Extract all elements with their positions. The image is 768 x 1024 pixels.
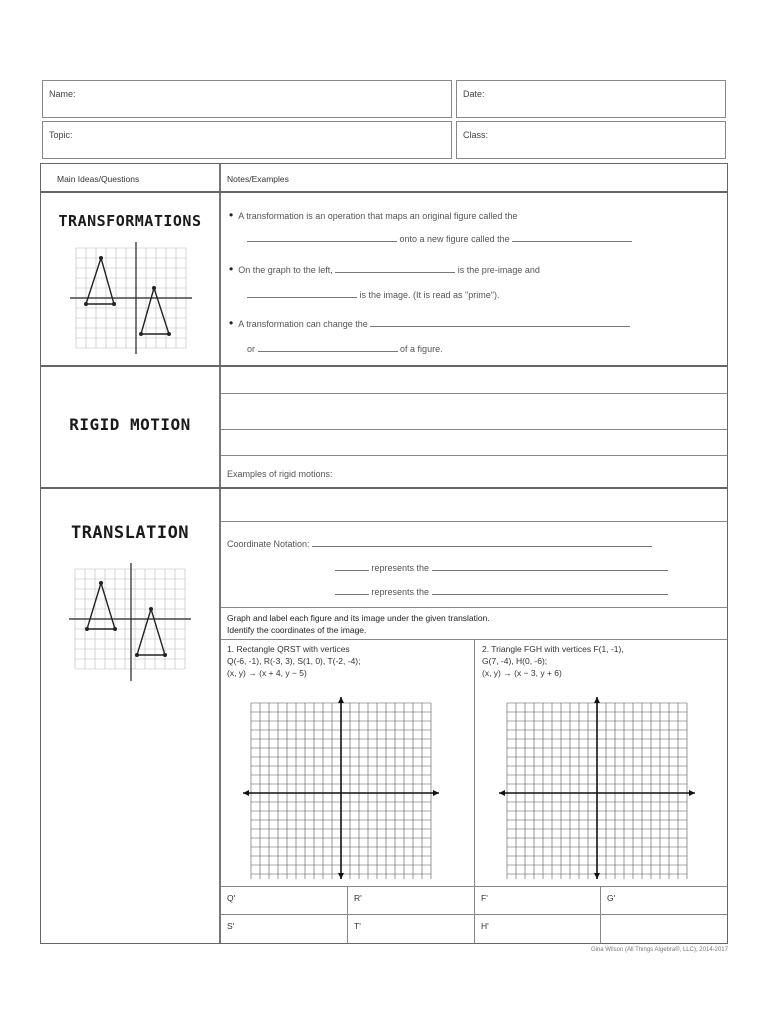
translation-line-1: [221, 521, 727, 522]
section-rule-2: [41, 487, 727, 489]
right-column-header: Notes/Examples: [227, 174, 289, 184]
copyright-footer: Gina Wilson (All Things Algebra®, LLC), 2014-2017: [590, 947, 728, 953]
translation-represents-1: represents the: [335, 561, 668, 573]
problem-1-line-2: Q(-6, -1), R(-3, 3), S(1, 0), T(-2, -4);: [227, 656, 361, 666]
axis-arrow: [499, 790, 505, 796]
axis-arrow: [338, 697, 344, 703]
translation-line-2: [221, 607, 727, 608]
rigid-motion-line-3: [221, 455, 727, 456]
problem-1-line-3: (x, y) → (x + 4, y − 5): [227, 668, 307, 678]
transformations-bullet-1: • A transformation is an operation that maps an original figure called the: [229, 208, 518, 222]
class-field[interactable]: Class:: [456, 121, 726, 159]
topic-field[interactable]: Topic:: [42, 121, 452, 159]
answer-cell-s-prime[interactable]: S': [221, 915, 348, 943]
transformations-bullet-3: • A transformation can change the: [229, 316, 630, 330]
column-divider: [219, 164, 221, 943]
answer-cell-r-prime[interactable]: R': [348, 887, 475, 915]
translation-instructions: [227, 613, 490, 636]
problem-1: [227, 643, 361, 679]
notes-frame: [40, 163, 728, 944]
translation-represents-2: represents the: [335, 585, 668, 597]
problem-1-line-1: 1. Rectangle QRST with vertices: [227, 644, 350, 654]
problem-2-line-3: (x, y) → (x − 3, y + 6): [482, 668, 562, 678]
axis-arrow: [689, 790, 695, 796]
transformations-bullet-2-cont: is the image. (It is read as "prime").: [247, 288, 499, 300]
coordinate-grid-1[interactable]: [243, 697, 439, 879]
rigid-motion-examples-label: Examples of rigid motions:: [227, 469, 333, 479]
problem-2-line-1: 2. Triangle FGH with vertices F(1, -1),: [482, 644, 624, 654]
answer-cell-empty[interactable]: [601, 915, 727, 943]
name-field[interactable]: Name:: [42, 80, 452, 118]
transformations-bullet-3-cont: or of a figure.: [247, 344, 443, 354]
transformations-title: TRANSFORMATIONS: [58, 212, 202, 230]
answer-cell-f-prime[interactable]: F': [475, 887, 601, 915]
answer-cell-q-prime[interactable]: Q': [221, 887, 348, 915]
transformations-bullet-1-cont: onto a new figure called the: [247, 232, 632, 244]
answer-cell-h-prime[interactable]: H': [475, 915, 601, 943]
axis-arrow: [243, 790, 249, 796]
axis-arrow: [594, 697, 600, 703]
axis-arrow: [338, 873, 344, 879]
axis-arrow: [594, 873, 600, 879]
answer-cell-t-prime[interactable]: T': [348, 915, 475, 943]
transformations-graph-thumbnail: [66, 242, 194, 354]
coordinate-grid-2[interactable]: [499, 697, 695, 879]
left-column-header: Main Ideas/Questions: [57, 174, 140, 184]
problem-2: [482, 643, 624, 679]
rigid-motion-line-1: [221, 393, 727, 394]
instructions-line-2: Identify the coordinates of the image.: [227, 624, 367, 635]
rigid-motion-title: RIGID MOTION: [69, 415, 191, 434]
answer-cell-g-prime[interactable]: G': [601, 887, 727, 915]
instructions-line-1: Graph and label each figure and its image under the given translation.: [227, 613, 490, 623]
transformations-bullet-2: • On the graph to the left, is the pre-image and: [229, 262, 540, 276]
column-header-rule: [41, 191, 727, 193]
translation-coordinate-notation: Coordinate Notation:: [227, 537, 652, 549]
axis-arrow: [433, 790, 439, 796]
section-rule-1: [41, 365, 727, 367]
rigid-motion-line-2: [221, 429, 727, 430]
problem-2-line-2: G(7, -4), H(0, -6);: [482, 656, 548, 666]
translation-title: TRANSLATION: [70, 523, 190, 543]
date-field[interactable]: Date:: [456, 80, 726, 118]
translation-graph-thumbnail: [69, 563, 191, 681]
